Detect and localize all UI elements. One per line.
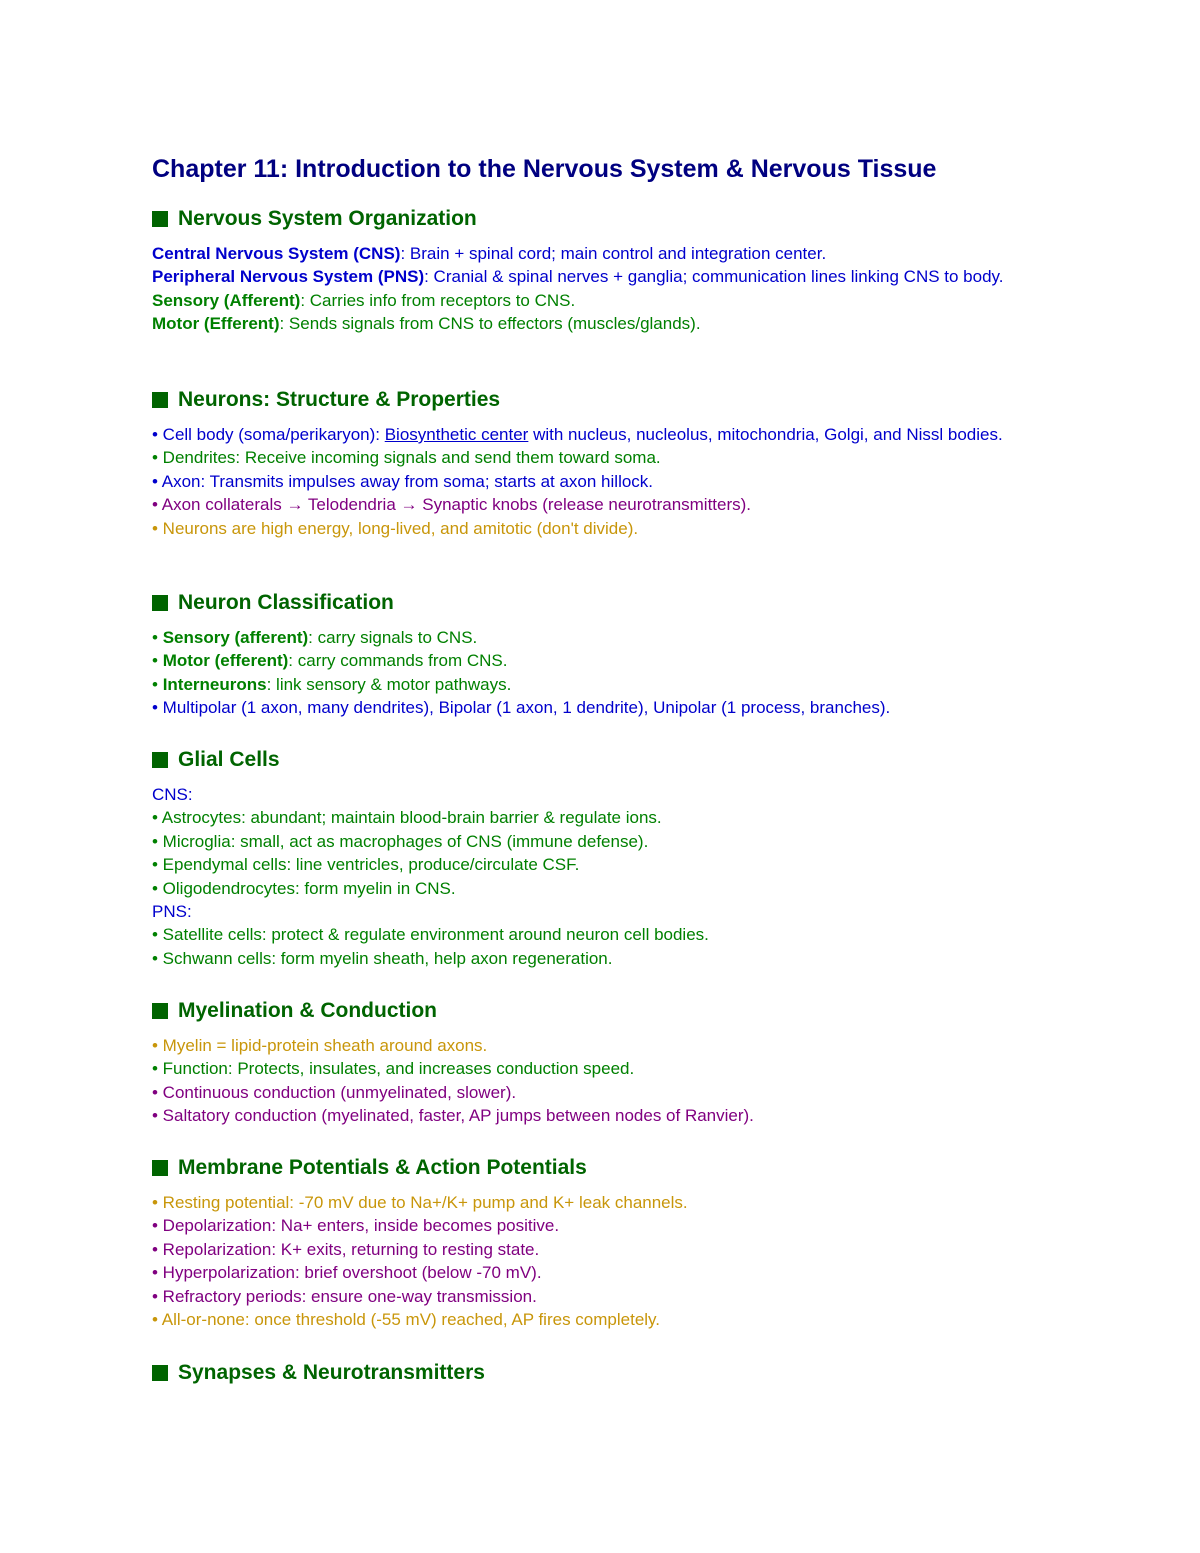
group-label-pns: PNS: bbox=[152, 902, 192, 922]
cell-body-text-cont: with nucleus, nucleolus, mitochondria, Golgi, and Nissl bodies. bbox=[528, 425, 1003, 444]
group-label-cns: CNS: bbox=[152, 785, 193, 804]
section-body bbox=[152, 1034, 1032, 1128]
sensory-definition bbox=[152, 289, 1032, 312]
square-bullet-icon bbox=[152, 1003, 168, 1019]
list-item: • Repolarization: K+ exits, returning to resting state. bbox=[152, 1239, 540, 1259]
biosynthetic-center-link[interactable]: Biosynthetic center bbox=[384, 425, 529, 444]
list-item bbox=[152, 423, 1032, 446]
section-heading-text: Neurons: Structure & Properties bbox=[178, 388, 501, 411]
section-body bbox=[152, 783, 1032, 970]
cns-definition bbox=[152, 242, 1032, 265]
list-item: • Neurons are high energy, long-lived, and amitotic (don't divide). bbox=[152, 518, 639, 538]
section-synapses bbox=[152, 1358, 1032, 1388]
section-heading bbox=[152, 996, 1032, 1026]
section-heading bbox=[152, 588, 1032, 618]
bullet: • bbox=[152, 651, 163, 671]
list-item: • Ependymal cells: line ventricles, produce/circulate CSF. bbox=[152, 855, 580, 875]
section-body bbox=[152, 1191, 1032, 1331]
section-neurons bbox=[152, 385, 1032, 540]
list-item: • Multipolar (1 axon, many dendrites), Bipolar (1 axon, 1 dendrite), Unipolar (1 process, branches). bbox=[152, 698, 891, 718]
term: Sensory (Afferent) bbox=[152, 290, 301, 310]
square-bullet-icon bbox=[152, 1365, 168, 1381]
term: Interneurons bbox=[162, 674, 267, 694]
motor-definition bbox=[152, 312, 1032, 335]
term: Motor (Efferent) bbox=[152, 314, 280, 334]
list-item bbox=[152, 649, 1032, 672]
section-classification bbox=[152, 588, 1032, 720]
list-item: • Oligodendrocytes: form myelin in CNS. bbox=[152, 878, 456, 898]
section-heading-text: Nervous System Organization bbox=[178, 207, 477, 230]
bullet: • bbox=[152, 628, 163, 647]
term: Motor (efferent) bbox=[162, 651, 289, 671]
term: Sensory (afferent) bbox=[162, 628, 309, 647]
definition: : link sensory & motor pathways. bbox=[266, 674, 512, 694]
square-bullet-icon bbox=[152, 392, 168, 408]
square-bullet-icon bbox=[152, 752, 168, 768]
list-item: • Function: Protects, insulates, and increases conduction speed. bbox=[152, 1059, 635, 1079]
square-bullet-icon bbox=[152, 211, 168, 227]
section-heading-text: Myelination & Conduction bbox=[178, 999, 437, 1022]
list-item: • Resting potential: -70 mV due to Na+/K+ pump and K+ leak channels. bbox=[152, 1193, 688, 1212]
term: Central Nervous System (CNS) bbox=[152, 244, 401, 263]
term: Peripheral Nervous System (PNS) bbox=[152, 267, 425, 287]
list-item bbox=[152, 673, 1032, 696]
list-item: • Dendrites: Receive incoming signals and send them toward soma. bbox=[152, 448, 661, 468]
list-item: • Myelin = lipid-protein sheath around axons. bbox=[152, 1036, 488, 1055]
definition: : Carries info from receptors to CNS. bbox=[300, 290, 576, 310]
chapter-title: Chapter 11: Introduction to the Nervous System & Nervous Tissue bbox=[152, 155, 937, 183]
square-bullet-icon bbox=[152, 1160, 168, 1176]
section-heading-text: Glial Cells bbox=[178, 748, 280, 771]
cell-body-text: • Cell body (soma/perikaryon): bbox=[152, 425, 385, 444]
definition: : Cranial & spinal nerves + ganglia; communication lines linking CNS to body. bbox=[424, 267, 1004, 287]
list-item: • Axon: Transmits impulses away from soma; starts at axon hillock. bbox=[152, 471, 654, 491]
list-item: • Refractory periods: ensure one-way transmission. bbox=[152, 1286, 537, 1306]
square-bullet-icon bbox=[152, 595, 168, 611]
list-item: • Continuous conduction (unmyelinated, slower). bbox=[152, 1082, 517, 1102]
section-heading bbox=[152, 1153, 1032, 1183]
definition: : Sends signals from CNS to effectors (muscles/glands). bbox=[279, 314, 701, 334]
list-item: • Astrocytes: abundant; maintain blood-brain barrier & regulate ions. bbox=[152, 808, 662, 828]
list-item: • Satellite cells: protect & regulate environment around neuron cell bodies. bbox=[152, 925, 709, 945]
definition: : carry signals to CNS. bbox=[308, 628, 478, 647]
pns-definition bbox=[152, 265, 1032, 288]
list-item: • Depolarization: Na+ enters, inside becomes positive. bbox=[152, 1216, 560, 1236]
list-item: • All-or-none: once threshold (-55 mV) reached, AP fires completely. bbox=[152, 1310, 661, 1330]
list-item: • Axon collaterals → Telodendria → Synaptic knobs (release neurotransmitters). bbox=[152, 495, 752, 515]
list-item: • Microglia: small, act as macrophages of CNS (immune defense). bbox=[152, 831, 649, 851]
section-body bbox=[152, 423, 1032, 540]
section-organization bbox=[152, 204, 1032, 336]
list-item: • Hyperpolarization: brief overshoot (below -70 mV). bbox=[152, 1263, 542, 1283]
list-item: • Schwann cells: form myelin sheath, help axon regeneration. bbox=[152, 948, 613, 968]
section-body bbox=[152, 242, 1032, 336]
list-item: • Saltatory conduction (myelinated, faster, AP jumps between nodes of Ranvier). bbox=[152, 1106, 754, 1126]
section-heading-text: Synapses & Neurotransmitters bbox=[178, 1361, 485, 1384]
definition: : carry commands from CNS. bbox=[288, 651, 508, 671]
section-heading-text: Neuron Classification bbox=[178, 591, 394, 614]
definition: : Brain + spinal cord; main control and integration center. bbox=[400, 244, 827, 263]
section-heading bbox=[152, 385, 1032, 415]
section-heading bbox=[152, 1358, 1032, 1388]
list-item bbox=[152, 626, 1032, 649]
section-myelination bbox=[152, 996, 1032, 1128]
section-heading bbox=[152, 204, 1032, 234]
section-body bbox=[152, 626, 1032, 720]
bullet: • bbox=[152, 674, 163, 694]
section-potentials bbox=[152, 1153, 1032, 1331]
section-heading-text: Membrane Potentials & Action Potentials bbox=[178, 1156, 587, 1179]
section-glial bbox=[152, 745, 1032, 970]
section-heading bbox=[152, 745, 1032, 775]
